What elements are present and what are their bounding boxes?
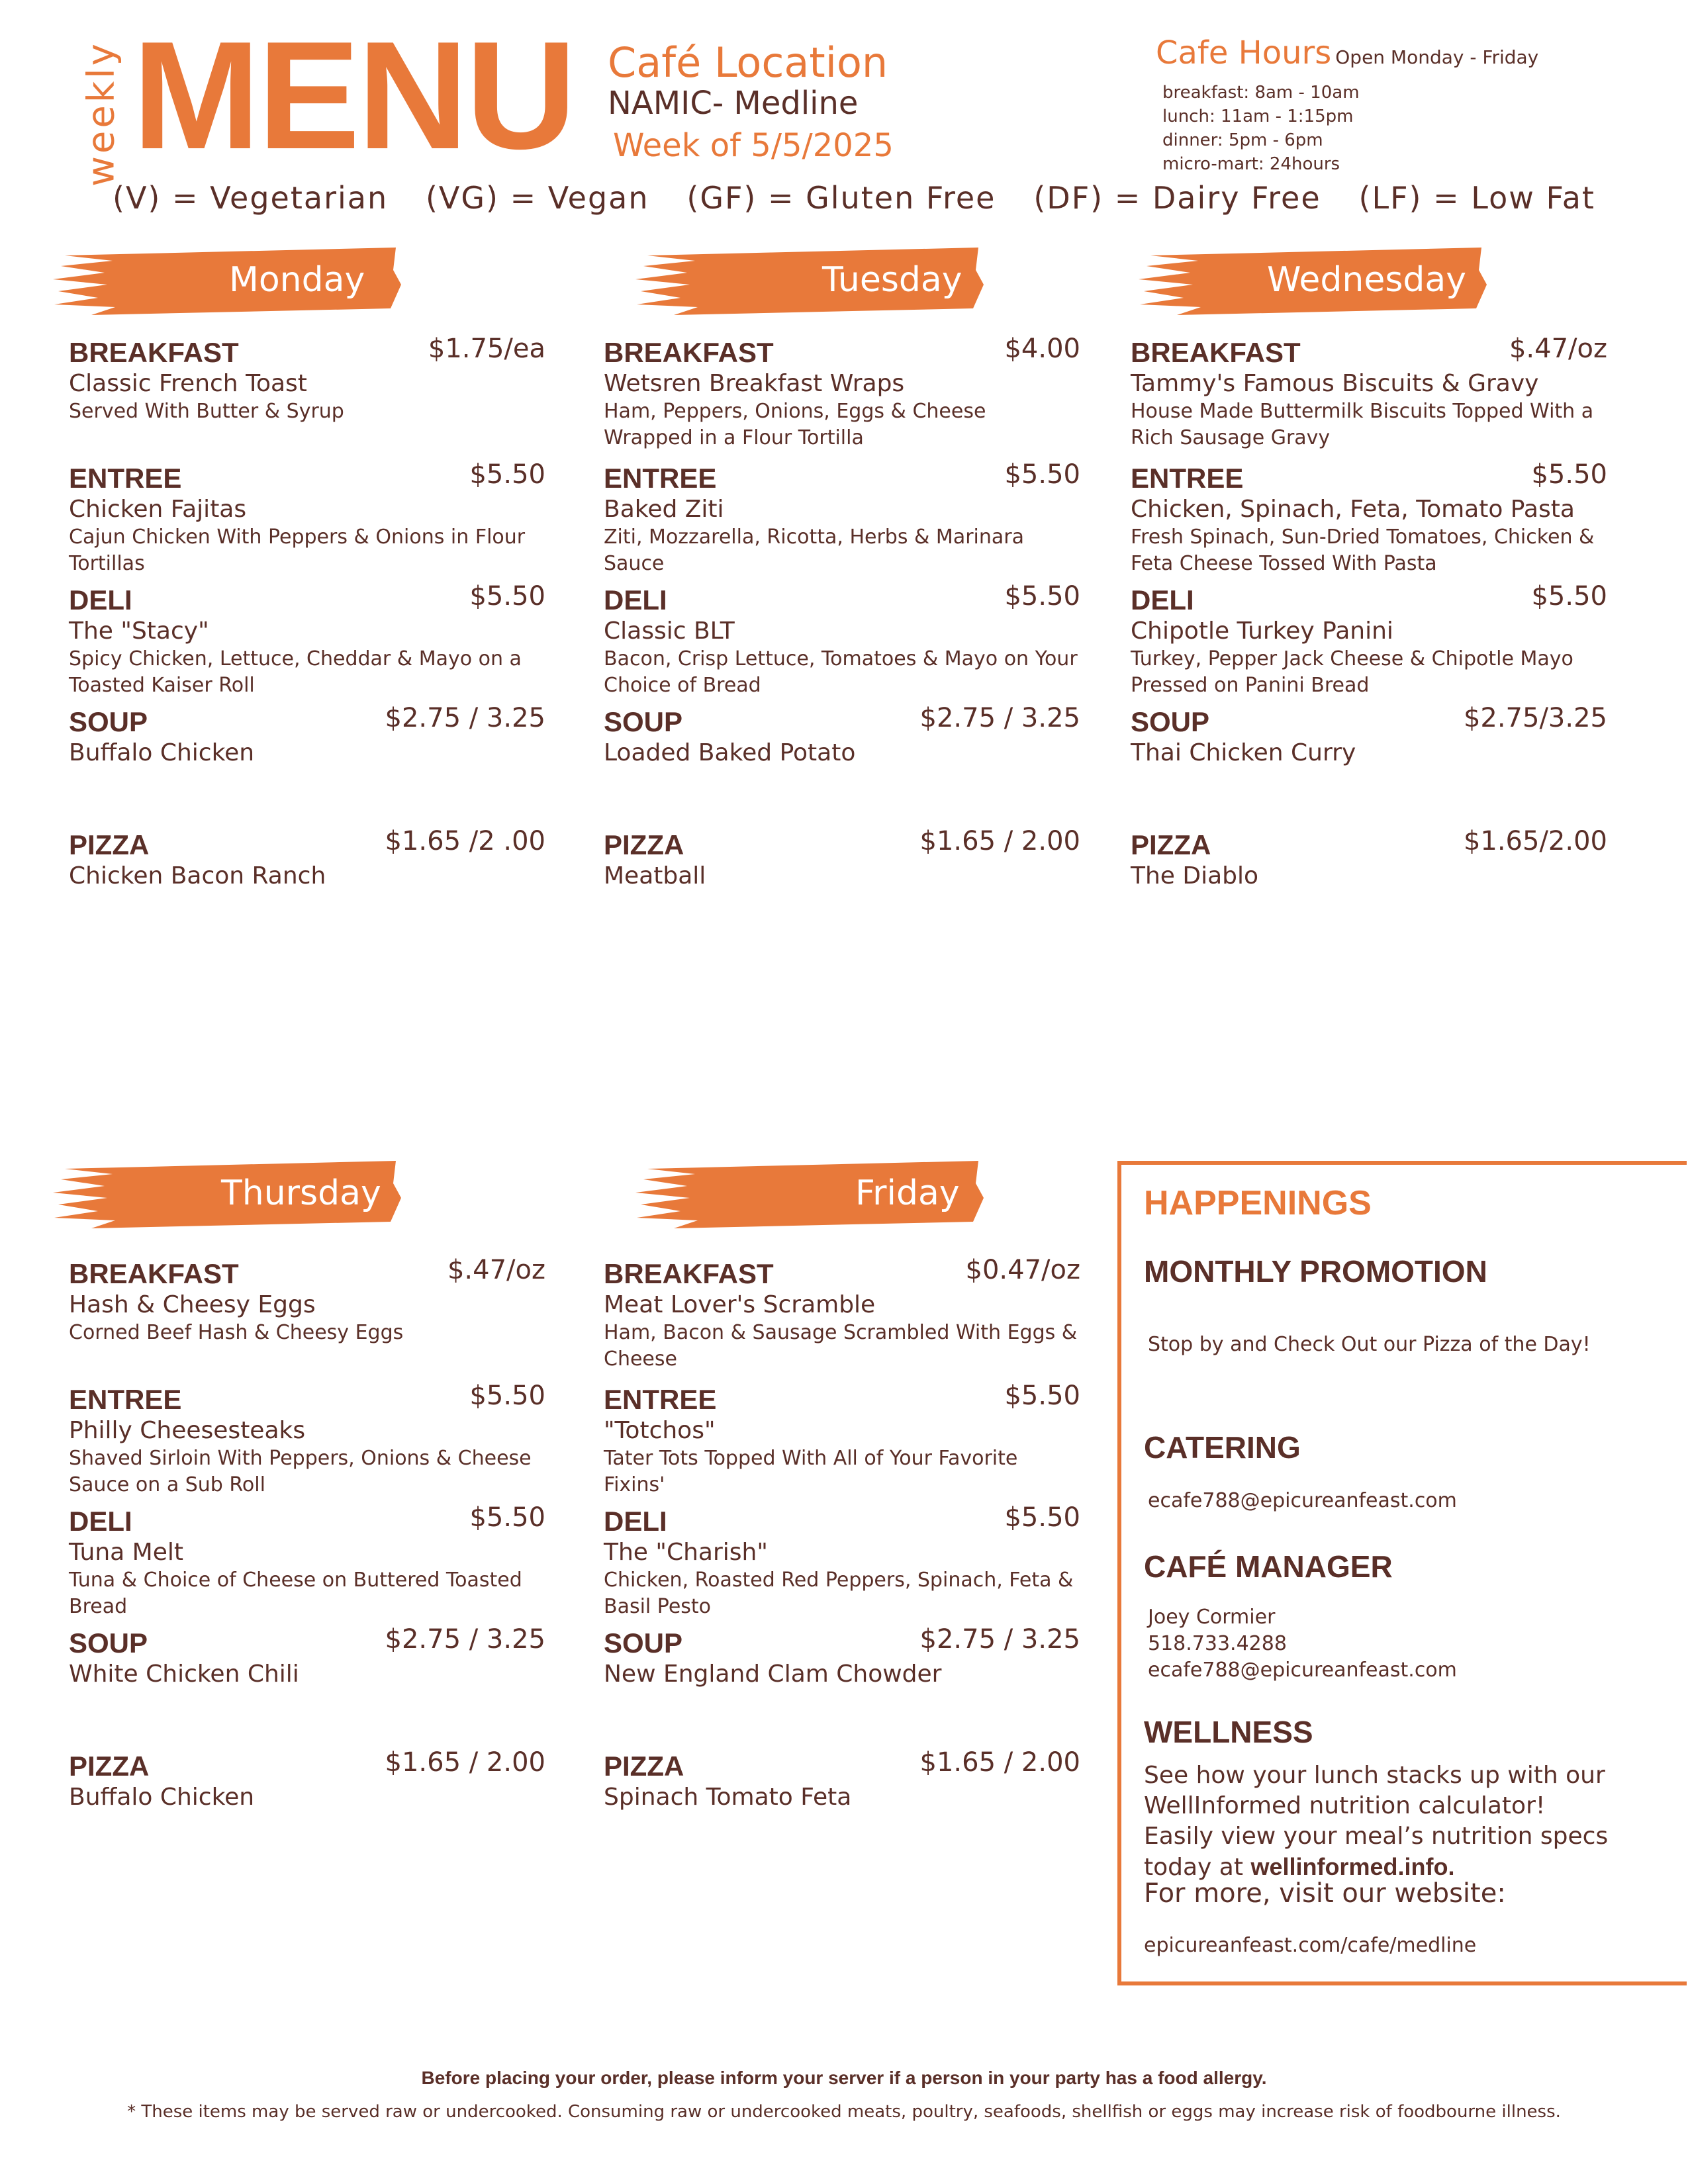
day-column-monday (69, 336, 545, 891)
entree-section (1131, 459, 1607, 577)
cafe-name: NAMIC- Medline (608, 85, 859, 122)
catering-heading: CATERING (1144, 1430, 1301, 1465)
price: $2.75 / 3.25 (385, 703, 545, 733)
dish-name: Thai Chicken Curry (1131, 739, 1356, 766)
pizza-section (69, 826, 545, 891)
legend-low-fat: (LF) = Low Fat (1358, 180, 1595, 216)
section-label: DELI (69, 1506, 132, 1537)
section-label: DELI (69, 584, 132, 615)
banner-wednesday (1137, 244, 1488, 323)
price: $1.65/2.00 (1463, 826, 1607, 856)
deli-section (604, 581, 1080, 699)
dish-name: Chicken Bacon Ranch (69, 862, 326, 889)
wellness-text (1144, 1760, 1620, 1883)
section-label: DELI (1131, 584, 1194, 615)
dish-name: Chicken Fajitas (69, 496, 247, 523)
soup-section (604, 1624, 1080, 1689)
section-label: BREAKFAST (604, 337, 774, 368)
section-label: BREAKFAST (1131, 337, 1301, 368)
price: $2.75 / 3.25 (919, 1624, 1080, 1655)
section-label: ENTREE (69, 1384, 182, 1415)
dish-name: New England Clam Chowder (604, 1661, 942, 1688)
monthly-promotion-text: Stop by and Check Out our Pizza of the Day! (1148, 1333, 1591, 1356)
dish-name: Classic French Toast (69, 370, 307, 397)
price: $5.50 (469, 459, 545, 490)
dish-description: Tater Tots Topped With All of Your Favorite Fixins' (604, 1447, 1018, 1496)
day-label-thursday: Thursday (221, 1173, 381, 1213)
section-label: DELI (604, 1506, 667, 1537)
section-label: SOUP (69, 706, 148, 737)
dish-description: Fresh Spinach, Sun-Dried Tomatoes, Chicken & Feta Cheese Tossed With Pasta (1131, 525, 1595, 575)
day-label-tuesday: Tuesday (822, 260, 962, 300)
price: $.47/oz (447, 1255, 545, 1285)
breakfast-section (69, 336, 545, 425)
price: $5.50 (469, 1381, 545, 1411)
entree-section (69, 1383, 545, 1498)
price: $2.75 / 3.25 (919, 703, 1080, 733)
day-label-monday: Monday (229, 260, 365, 300)
day-column-tuesday (604, 336, 1080, 891)
dish-name: The Diablo (1131, 862, 1259, 889)
dish-description: Turkey, Pepper Jack Cheese & Chipotle Mayo Pressed on Panini Bread (1131, 647, 1573, 697)
dish-description: House Made Buttermilk Biscuits Topped With a Rich Sausage Gravy (1131, 400, 1594, 449)
weekly-label: weekly (79, 41, 123, 187)
price: $5.50 (1531, 581, 1607, 612)
manager-email: ecafe788@epicureanfeast.com (1148, 1659, 1457, 1682)
dish-name: White Chicken Chili (69, 1661, 299, 1688)
cafe-hours-heading: Cafe Hours (1156, 34, 1332, 71)
section-label: PIZZA (604, 829, 684, 860)
breakfast-section (604, 336, 1080, 451)
dish-name: Meatball (604, 862, 706, 889)
dish-name: Tuna Melt (69, 1539, 183, 1566)
day-column-thursday (69, 1257, 545, 1812)
dish-name: Buffalo Chicken (69, 739, 255, 766)
section-label: PIZZA (69, 1751, 150, 1782)
entree-section (604, 1383, 1080, 1498)
section-label: SOUP (69, 1627, 148, 1659)
soup-section (604, 705, 1080, 768)
dish-description: Cajun Chicken With Peppers & Onions in Flour Tortillas (69, 525, 526, 575)
section-label: ENTREE (604, 463, 717, 494)
soup-section (69, 705, 545, 768)
dish-description: Ham, Peppers, Onions, Eggs & Cheese Wrapped in a Flour Tortilla (604, 400, 986, 449)
soup-section (69, 1624, 545, 1689)
cafe-hours-title (1156, 34, 1538, 71)
dish-name: Classic BLT (604, 617, 735, 645)
section-label: SOUP (604, 706, 683, 737)
pizza-section (69, 1747, 545, 1812)
breakfast-section (1131, 336, 1607, 451)
day-column-wednesday (1131, 336, 1607, 891)
banner-thursday (52, 1157, 402, 1236)
banner-tuesday (634, 244, 985, 323)
dish-description: Served With Butter & Syrup (69, 400, 344, 423)
price: $5.50 (1004, 1381, 1080, 1411)
diet-legend (113, 180, 1595, 216)
wellness-description: See how your lunch stacks up with our WellInformed nutrition calculator! Easily view your meal’s nutrition specs today at (1144, 1762, 1609, 1881)
pizza-section (1131, 826, 1607, 891)
dish-description: Spicy Chicken, Lettuce, Cheddar & Mayo on a Toasted Kaiser Roll (69, 647, 522, 697)
dish-name: Baked Ziti (604, 496, 724, 523)
price: $5.50 (1004, 1502, 1080, 1533)
breakfast-section (69, 1257, 545, 1346)
breakfast-section (604, 1257, 1080, 1373)
monthly-promotion-heading: MONTHLY PROMOTION (1144, 1254, 1487, 1289)
deli-section (69, 581, 545, 699)
cafe-location-label: Café Location (608, 38, 888, 87)
raw-food-warning: * These items may be served raw or undercooked. Consuming raw or undercooked meats, poultry, seafoods, shellfish or eggs may increase risk of foodbourne illness. (127, 2102, 1561, 2122)
banner-monday (52, 244, 402, 323)
manager-phone: 518.733.4288 (1148, 1632, 1287, 1655)
price: $0.47/oz (965, 1255, 1080, 1285)
hours-dinner: dinner: 5pm - 6pm (1162, 130, 1323, 150)
cafe-hours-list (1162, 81, 1360, 176)
dish-name: Buffalo Chicken (69, 1784, 255, 1811)
dish-name: "Totchos" (604, 1417, 716, 1444)
price: $5.50 (1531, 459, 1607, 490)
week-of: Week of 5/5/2025 (613, 127, 894, 164)
dish-description: Shaved Sirloin With Peppers, Onions & Cheese Sauce on a Sub Roll (69, 1447, 532, 1496)
section-label: SOUP (1131, 706, 1210, 737)
manager-contact (1148, 1604, 1457, 1684)
banner-friday (634, 1157, 985, 1236)
manager-name: Joey Cormier (1148, 1606, 1276, 1629)
price: $1.65 /2 .00 (385, 826, 545, 856)
legend-dairy-free: (DF) = Dairy Free (1033, 180, 1321, 216)
price: $2.75 / 3.25 (385, 1624, 545, 1655)
price: $5.50 (469, 1502, 545, 1533)
section-label: PIZZA (69, 829, 150, 860)
dish-name: Chicken, Spinach, Feta, Tomato Pasta (1131, 496, 1575, 523)
price: $2.75/3.25 (1463, 703, 1607, 733)
section-label: DELI (604, 584, 667, 615)
day-column-friday (604, 1257, 1080, 1812)
dish-name: The "Charish" (604, 1539, 768, 1566)
section-label: BREAKFAST (69, 1258, 239, 1289)
hours-lunch: lunch: 11am - 1:15pm (1162, 107, 1354, 126)
price: $1.65 / 2.00 (919, 826, 1080, 856)
website-link[interactable]: epicureanfeast.com/cafe/medline (1144, 1934, 1477, 1957)
dish-name: The "Stacy" (69, 617, 209, 645)
menu-title: MENU (132, 10, 575, 181)
section-label: BREAKFAST (604, 1258, 774, 1289)
dish-name: Meat Lover's Scramble (604, 1291, 876, 1318)
deli-section (604, 1502, 1080, 1620)
dish-name: Spinach Tomato Feta (604, 1784, 852, 1811)
dish-description: Ziti, Mozzarella, Ricotta, Herbs & Marinara Sauce (604, 525, 1024, 575)
pizza-section (604, 826, 1080, 891)
section-label: PIZZA (1131, 829, 1211, 860)
day-label-wednesday: Wednesday (1267, 260, 1467, 300)
price: $5.50 (1004, 581, 1080, 612)
day-label-friday: Friday (855, 1173, 960, 1213)
legend-gluten-free: (GF) = Gluten Free (686, 180, 996, 216)
price: $.47/oz (1509, 334, 1607, 364)
section-label: PIZZA (604, 1751, 684, 1782)
dish-description: Corned Beef Hash & Cheesy Eggs (69, 1321, 404, 1344)
hours-breakfast: breakfast: 8am - 10am (1162, 83, 1360, 103)
pizza-section (604, 1747, 1080, 1812)
entree-section (604, 459, 1080, 577)
price: $1.65 / 2.00 (385, 1747, 545, 1778)
dish-name: Hash & Cheesy Eggs (69, 1291, 316, 1318)
price: $1.75/ea (428, 334, 545, 364)
dish-description: Tuna & Choice of Cheese on Buttered Toasted Bread (69, 1569, 522, 1618)
wellness-heading: WELLNESS (1144, 1715, 1313, 1749)
entree-section (69, 459, 545, 577)
dish-description: Bacon, Crisp Lettuce, Tomatoes & Mayo on Your Choice of Bread (604, 647, 1078, 697)
happenings-title: HAPPENINGS (1144, 1184, 1372, 1222)
happenings-panel (1117, 1161, 1687, 1985)
dish-name: Philly Cheesesteaks (69, 1417, 306, 1444)
allergy-notice: Before placing your order, please inform your server if a person in your party has a food allergy. (421, 2068, 1267, 2088)
more-info-text: For more, visit our website: (1144, 1878, 1506, 1909)
hours-micro-mart: micro-mart: 24hours (1162, 154, 1340, 174)
deli-section (69, 1502, 545, 1620)
price: $5.50 (469, 581, 545, 612)
deli-section (1131, 581, 1607, 699)
dish-name: Chipotle Turkey Panini (1131, 617, 1393, 645)
wellness-link[interactable]: wellinformed.info. (1250, 1853, 1455, 1880)
dish-description: Chicken, Roasted Red Peppers, Spinach, Feta & Basil Pesto (604, 1569, 1074, 1618)
price: $1.65 / 2.00 (919, 1747, 1080, 1778)
dish-name: Loaded Baked Potato (604, 739, 856, 766)
dish-description: Ham, Bacon & Sausage Scrambled With Eggs & Cheese (604, 1321, 1078, 1371)
catering-email: ecafe788@epicureanfeast.com (1148, 1489, 1457, 1512)
legend-vegetarian: (V) = Vegetarian (113, 180, 389, 216)
section-label: ENTREE (69, 463, 182, 494)
legend-vegan: (VG) = Vegan (425, 180, 649, 216)
section-label: SOUP (604, 1627, 683, 1659)
dish-name: Wetsren Breakfast Wraps (604, 370, 905, 397)
section-label: BREAKFAST (69, 337, 239, 368)
cafe-hours-days: Open Monday - Friday (1335, 46, 1539, 68)
soup-section (1131, 705, 1607, 768)
cafe-manager-heading: CAFÉ MANAGER (1144, 1549, 1393, 1584)
section-label: ENTREE (1131, 463, 1244, 494)
section-label: ENTREE (604, 1384, 717, 1415)
price: $5.50 (1004, 459, 1080, 490)
price: $4.00 (1004, 334, 1080, 364)
dish-name: Tammy's Famous Biscuits & Gravy (1131, 370, 1539, 397)
